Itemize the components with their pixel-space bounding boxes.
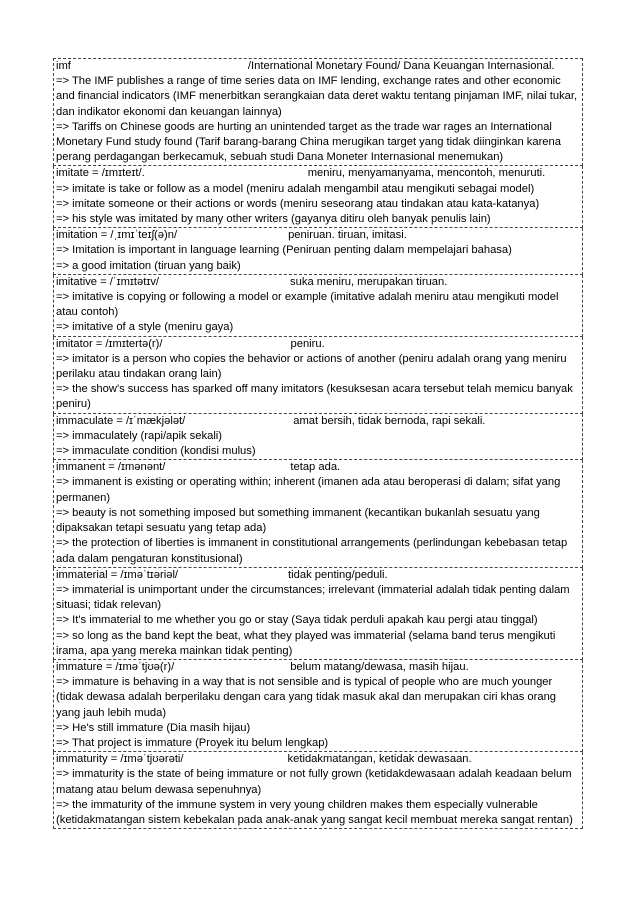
- dictionary-entry: [53, 752, 583, 829]
- entry-headword-line: [56, 166, 582, 181]
- entry-meaning: /International Monetary Found/ Dana Keuangan Internasional.: [247, 60, 555, 72]
- entry-term: immature = /ɪməˈtjʊə(r)/: [56, 660, 175, 673]
- dictionary-entry: [53, 414, 583, 461]
- entry-term: imitative = /ˈɪmɪtətɪv/: [56, 275, 160, 288]
- entry-example-line: => the show's success has sparked off many imitators (kesuksesan acara tersebut telah memicu banyak peniru): [56, 383, 573, 411]
- entry-example-line: => imitator is a person who copies the behavior or actions of another (peniru adalah orang yang meniru perilaku atau tindakan orang lain): [56, 352, 567, 381]
- entry-example-line: => imitate is take or follow as a model (meniru adalah mengambil atau mengikuti sebagai model): [56, 182, 535, 195]
- entry-example-line: => The IMF publishes a range of time series data on IMF lending, exchange rates and other economic and financial indicators (IMF menerbitkan serangkaian data deret waktu tentang pinjaman IMF, nilai tukar, dan indikator ekonomi dan keuangan lainnya): [56, 75, 578, 118]
- entry-example-line: => the protection of liberties is immanent in constitutional arrangements (perlindungan kebebasan tetap ada dalam pengaturan konstitusional): [56, 537, 568, 565]
- entry-term: imitation = /ˌɪmɪˈteɪʃ(ə)n/: [56, 229, 178, 242]
- dictionary-entry: [53, 337, 583, 414]
- entry-term: immaterial = /ɪməˈtɪəriəl/: [56, 568, 179, 581]
- entry-meaning: amat bersih, tidak bernoda, rapi sekali.: [293, 414, 486, 427]
- entry-example-line: => imitative of a style (meniru gaya): [56, 321, 234, 334]
- entry-headword-line: [56, 414, 582, 429]
- dictionary-entry: [53, 460, 583, 567]
- dictionary-entry: [53, 660, 583, 752]
- entry-headword-line: [56, 228, 582, 243]
- entry-example-line: => immature is behaving in a way that is not sensible and is typical of people who are much younger (tidak dewasa adalah berperilaku dengan cara yang tidak masuk akal dan merupakan ciri khas orang yang jauh lebih muda): [56, 676, 557, 719]
- entry-meaning: suka meniru, merupakan tiruan.: [290, 275, 448, 288]
- entry-headword-line: [56, 752, 582, 767]
- entry-example-line: => immaterial is unimportant under the circumstances; irrelevant (immaterial adalah tidak penting dalam situasi; tidak relevan): [56, 583, 570, 612]
- entry-headword-line: [56, 59, 582, 74]
- entry-headword-line: [56, 337, 582, 352]
- entry-example-line: => Imitation is important in language learning (Peniruan penting dalam mempelajari bahasa): [56, 244, 512, 257]
- entry-example-line: => a good imitation (tiruan yang baik): [56, 259, 241, 272]
- entry-headword-line: [56, 460, 582, 475]
- entry-meaning: tetap ada.: [290, 461, 341, 474]
- entry-example-line: => so long as the band kept the beat, what they played was immaterial (selama band terus mengikuti irama, apa yang mereka mainkan tidak penting): [56, 629, 556, 657]
- entry-term: imitator = /ɪmɪtertə(r)/: [56, 337, 163, 350]
- entry-example-line: => immaculately (rapi/apik sekali): [56, 429, 223, 442]
- dictionary-entry: [53, 275, 583, 337]
- entry-example-line: => immaturity is the state of being immature or not fully grown (ketidakdewasaan adalah keadaan belum matang atau belum dewasa sepenuhnya): [56, 768, 572, 796]
- entry-term: imitate = /ɪmɪteɪt/.: [56, 167, 145, 180]
- entry-term: immanent = /ɪmənənt/: [56, 461, 166, 474]
- entry-example-line: => his style was imitated by many other writers (gayanya ditiru oleh banyak penulis lain): [56, 213, 491, 226]
- entry-example-line: => immaculate condition (kondisi mulus): [56, 445, 256, 458]
- entry-example-line: => imitative is copying or following a model or example (imitative adalah meniru atau mengikuti model atau contoh): [56, 291, 559, 319]
- dictionary-entry: [53, 58, 583, 166]
- entry-headword-line: [56, 660, 582, 675]
- entry-example-line: => immanent is existing or operating within; inherent (imanen ada atau beroperasi di dalam; sifat yang permanen): [56, 476, 561, 504]
- entry-meaning: belum matang/dewasa, masih hijau.: [290, 660, 469, 673]
- entry-example-line: => He's still immature (Dia masih hijau): [56, 721, 251, 734]
- entry-headword-line: [56, 275, 582, 290]
- dictionary-entry: [53, 166, 583, 228]
- dictionary-entry: [53, 228, 583, 275]
- entry-meaning: peniru.: [290, 337, 325, 350]
- entry-meaning: peniruan. tiruan, imitasi.: [288, 229, 407, 242]
- entry-meaning: ketidakmatangan, ketidak dewasaan.: [287, 753, 472, 766]
- entry-example-line: => the immaturity of the immune system in very young children makes them especially vulnerable (ketidakmatangan sistem kebekalan pada anak-anak yang sangat kecil membuat mereka sangat rentan): [56, 798, 573, 826]
- entry-term: imf: [56, 60, 71, 72]
- entry-term: immaturity = /ɪməˈtjʊərəti/: [56, 753, 184, 766]
- entry-headword-line: [56, 568, 582, 583]
- dictionary-page: [53, 58, 583, 829]
- entry-example-line: => beauty is not something imposed but something immanent (kecantikan bukanlah sesuatu yang dipaksakan tetapi sesuatu yang tetap ada): [56, 506, 540, 535]
- dictionary-entry: [53, 568, 583, 660]
- entry-list: [53, 58, 583, 829]
- entry-term: immaculate = /ɪˈmækjələt/: [56, 414, 186, 427]
- entry-example-line: => That project is immature (Proyek itu belum lengkap): [56, 736, 329, 749]
- entry-meaning: meniru, menyamanyama, mencontoh, menuruti.: [307, 167, 546, 180]
- entry-example-line: => Tariffs on Chinese goods are hurting an unintended target as the trade war rages an International Monetary Fund study found (Tarif barang-barang China merugikan target yang tidak diinginkan karena perang perdagangan berkecamuk, sebuah studi Dana Moneter Internasional menemukan): [56, 120, 561, 164]
- entry-example-line: => imitate someone or their actions or words (meniru seseorang atau tindakan atau kata-katanya): [56, 197, 540, 210]
- entry-meaning: tidak penting/peduli.: [288, 568, 388, 581]
- entry-example-line: => It's immaterial to me whether you go or stay (Saya tidak perduli apakah kau pergi atau tinggal): [56, 614, 538, 627]
